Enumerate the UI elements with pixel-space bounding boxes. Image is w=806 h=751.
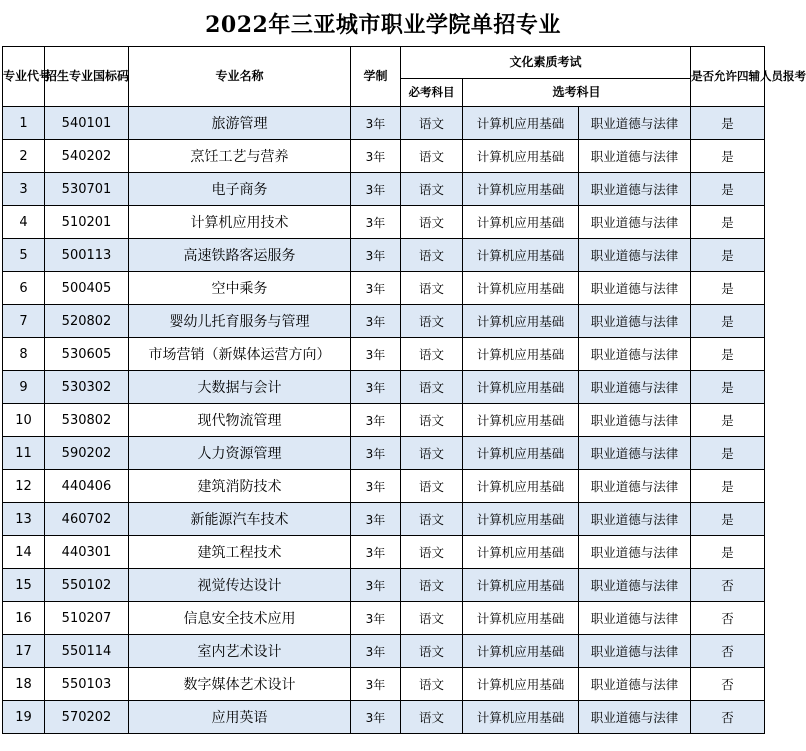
cell-elective-2: 职业道德与法律 [579, 206, 691, 239]
cell-seq: 13 [3, 503, 45, 536]
table-row [3, 470, 765, 503]
cell-code: 510207 [45, 602, 129, 635]
cell-allow: 是 [691, 305, 765, 338]
cell-seq: 4 [3, 206, 45, 239]
cell-duration: 3年 [351, 173, 401, 206]
cell-code: 590202 [45, 437, 129, 470]
cell-name: 电子商务 [129, 173, 351, 206]
table-row [3, 173, 765, 206]
cell-allow: 否 [691, 635, 765, 668]
cell-elective-2: 职业道德与法律 [579, 536, 691, 569]
cell-required: 语文 [401, 371, 463, 404]
cell-seq: 9 [3, 371, 45, 404]
cell-elective-1: 计算机应用基础 [463, 668, 579, 701]
cell-allow: 是 [691, 272, 765, 305]
cell-required: 语文 [401, 272, 463, 305]
table-row [3, 371, 765, 404]
cell-duration: 3年 [351, 602, 401, 635]
cell-duration: 3年 [351, 371, 401, 404]
cell-required: 语文 [401, 635, 463, 668]
cell-code: 510201 [45, 206, 129, 239]
cell-code: 530802 [45, 404, 129, 437]
header-seq: 专业代号 [3, 47, 45, 107]
cell-name: 计算机应用技术 [129, 206, 351, 239]
cell-allow: 是 [691, 140, 765, 173]
table-body [3, 107, 765, 734]
cell-seq: 12 [3, 470, 45, 503]
cell-required: 语文 [401, 338, 463, 371]
cell-seq: 2 [3, 140, 45, 173]
cell-elective-2: 职业道德与法律 [579, 305, 691, 338]
cell-elective-1: 计算机应用基础 [463, 470, 579, 503]
cell-allow: 是 [691, 503, 765, 536]
cell-elective-1: 计算机应用基础 [463, 569, 579, 602]
page-title: 2022年三亚城市职业学院单招专业 [205, 11, 561, 38]
cell-name: 视觉传达设计 [129, 569, 351, 602]
cell-elective-1: 计算机应用基础 [463, 305, 579, 338]
header-allow: 是否允许四辅人员报考 [691, 47, 765, 107]
cell-code: 540101 [45, 107, 129, 140]
cell-required: 语文 [401, 206, 463, 239]
cell-seq: 15 [3, 569, 45, 602]
cell-duration: 3年 [351, 206, 401, 239]
cell-name: 烹饪工艺与营养 [129, 140, 351, 173]
cell-seq: 6 [3, 272, 45, 305]
cell-elective-2: 职业道德与法律 [579, 701, 691, 734]
cell-seq: 11 [3, 437, 45, 470]
cell-duration: 3年 [351, 536, 401, 569]
cell-duration: 3年 [351, 569, 401, 602]
cell-duration: 3年 [351, 635, 401, 668]
cell-elective-2: 职业道德与法律 [579, 338, 691, 371]
cell-elective-2: 职业道德与法律 [579, 404, 691, 437]
cell-required: 语文 [401, 437, 463, 470]
cell-name: 数字媒体艺术设计 [129, 668, 351, 701]
cell-elective-2: 职业道德与法律 [579, 107, 691, 140]
cell-code: 530605 [45, 338, 129, 371]
cell-duration: 3年 [351, 272, 401, 305]
cell-duration: 3年 [351, 668, 401, 701]
cell-allow: 否 [691, 602, 765, 635]
cell-required: 语文 [401, 569, 463, 602]
cell-elective-1: 计算机应用基础 [463, 206, 579, 239]
cell-elective-1: 计算机应用基础 [463, 239, 579, 272]
table-row [3, 272, 765, 305]
cell-duration: 3年 [351, 338, 401, 371]
cell-code: 550114 [45, 635, 129, 668]
cell-seq: 1 [3, 107, 45, 140]
cell-elective-1: 计算机应用基础 [463, 404, 579, 437]
cell-name: 室内艺术设计 [129, 635, 351, 668]
cell-duration: 3年 [351, 305, 401, 338]
cell-seq: 18 [3, 668, 45, 701]
cell-code: 500405 [45, 272, 129, 305]
cell-name: 现代物流管理 [129, 404, 351, 437]
cell-required: 语文 [401, 701, 463, 734]
cell-allow: 是 [691, 470, 765, 503]
cell-seq: 16 [3, 602, 45, 635]
table-row [3, 503, 765, 536]
header-exam-group: 文化素质考试 [401, 47, 691, 79]
cell-name: 市场营销（新媒体运营方向） [129, 338, 351, 371]
cell-code: 550102 [45, 569, 129, 602]
cell-required: 语文 [401, 404, 463, 437]
cell-required: 语文 [401, 107, 463, 140]
cell-code: 500113 [45, 239, 129, 272]
table-row [3, 668, 765, 701]
cell-allow: 是 [691, 239, 765, 272]
header-required: 必考科目 [401, 79, 463, 107]
cell-seq: 17 [3, 635, 45, 668]
cell-elective-2: 职业道德与法律 [579, 371, 691, 404]
cell-elective-1: 计算机应用基础 [463, 536, 579, 569]
cell-seq: 3 [3, 173, 45, 206]
cell-code: 530302 [45, 371, 129, 404]
cell-elective-2: 职业道德与法律 [579, 602, 691, 635]
table-row [3, 701, 765, 734]
cell-name: 高速铁路客运服务 [129, 239, 351, 272]
cell-name: 大数据与会计 [129, 371, 351, 404]
cell-elective-1: 计算机应用基础 [463, 173, 579, 206]
cell-elective-1: 计算机应用基础 [463, 503, 579, 536]
cell-name: 信息安全技术应用 [129, 602, 351, 635]
cell-elective-2: 职业道德与法律 [579, 635, 691, 668]
cell-duration: 3年 [351, 470, 401, 503]
cell-name: 人力资源管理 [129, 437, 351, 470]
cell-code: 460702 [45, 503, 129, 536]
cell-elective-1: 计算机应用基础 [463, 437, 579, 470]
cell-seq: 14 [3, 536, 45, 569]
table-row [3, 536, 765, 569]
cell-allow: 是 [691, 206, 765, 239]
cell-seq: 8 [3, 338, 45, 371]
cell-code: 440406 [45, 470, 129, 503]
cell-elective-2: 职业道德与法律 [579, 503, 691, 536]
cell-code: 540202 [45, 140, 129, 173]
cell-required: 语文 [401, 536, 463, 569]
cell-required: 语文 [401, 602, 463, 635]
cell-seq: 19 [3, 701, 45, 734]
cell-name: 空中乘务 [129, 272, 351, 305]
cell-elective-2: 职业道德与法律 [579, 272, 691, 305]
cell-seq: 7 [3, 305, 45, 338]
cell-name: 旅游管理 [129, 107, 351, 140]
cell-elective-1: 计算机应用基础 [463, 635, 579, 668]
cell-required: 语文 [401, 503, 463, 536]
cell-elective-2: 职业道德与法律 [579, 140, 691, 173]
header-elective: 选考科目 [463, 79, 691, 107]
cell-elective-2: 职业道德与法律 [579, 470, 691, 503]
table-row [3, 107, 765, 140]
majors-table [2, 46, 806, 734]
table-row [3, 602, 765, 635]
cell-elective-2: 职业道德与法律 [579, 239, 691, 272]
cell-name: 婴幼儿托育服务与管理 [129, 305, 351, 338]
cell-allow: 是 [691, 404, 765, 437]
cell-required: 语文 [401, 668, 463, 701]
cell-duration: 3年 [351, 404, 401, 437]
table-row [3, 140, 765, 173]
cell-code: 520802 [45, 305, 129, 338]
cell-elective-1: 计算机应用基础 [463, 602, 579, 635]
header-duration: 学制 [351, 47, 401, 107]
cell-name: 新能源汽车技术 [129, 503, 351, 536]
cell-elective-1: 计算机应用基础 [463, 338, 579, 371]
cell-duration: 3年 [351, 140, 401, 173]
cell-allow: 是 [691, 107, 765, 140]
cell-elective-1: 计算机应用基础 [463, 272, 579, 305]
cell-elective-1: 计算机应用基础 [463, 701, 579, 734]
cell-duration: 3年 [351, 107, 401, 140]
table-row [3, 206, 765, 239]
cell-elective-2: 职业道德与法律 [579, 569, 691, 602]
cell-allow: 是 [691, 371, 765, 404]
cell-required: 语文 [401, 305, 463, 338]
cell-allow: 是 [691, 536, 765, 569]
cell-seq: 10 [3, 404, 45, 437]
cell-elective-2: 职业道德与法律 [579, 668, 691, 701]
cell-required: 语文 [401, 470, 463, 503]
cell-required: 语文 [401, 173, 463, 206]
cell-duration: 3年 [351, 437, 401, 470]
cell-elective-1: 计算机应用基础 [463, 371, 579, 404]
table-row [3, 635, 765, 668]
cell-name: 应用英语 [129, 701, 351, 734]
table-row [3, 569, 765, 602]
cell-elective-2: 职业道德与法律 [579, 173, 691, 206]
cell-elective-2: 职业道德与法律 [579, 437, 691, 470]
cell-allow: 否 [691, 701, 765, 734]
cell-required: 语文 [401, 140, 463, 173]
cell-allow: 否 [691, 668, 765, 701]
table-row [3, 437, 765, 470]
cell-code: 550103 [45, 668, 129, 701]
header-name: 专业名称 [129, 47, 351, 107]
table-row [3, 338, 765, 371]
cell-code: 530701 [45, 173, 129, 206]
table-row [3, 305, 765, 338]
cell-elective-1: 计算机应用基础 [463, 140, 579, 173]
cell-required: 语文 [401, 239, 463, 272]
cell-name: 建筑消防技术 [129, 470, 351, 503]
cell-duration: 3年 [351, 239, 401, 272]
cell-allow: 是 [691, 437, 765, 470]
cell-name: 建筑工程技术 [129, 536, 351, 569]
cell-code: 440301 [45, 536, 129, 569]
cell-elective-1: 计算机应用基础 [463, 107, 579, 140]
cell-duration: 3年 [351, 701, 401, 734]
cell-seq: 5 [3, 239, 45, 272]
cell-allow: 是 [691, 173, 765, 206]
table-row [3, 239, 765, 272]
cell-duration: 3年 [351, 503, 401, 536]
cell-allow: 是 [691, 338, 765, 371]
cell-allow: 否 [691, 569, 765, 602]
header-code: 招生专业国标码 [45, 47, 129, 107]
cell-code: 570202 [45, 701, 129, 734]
table-row [3, 404, 765, 437]
